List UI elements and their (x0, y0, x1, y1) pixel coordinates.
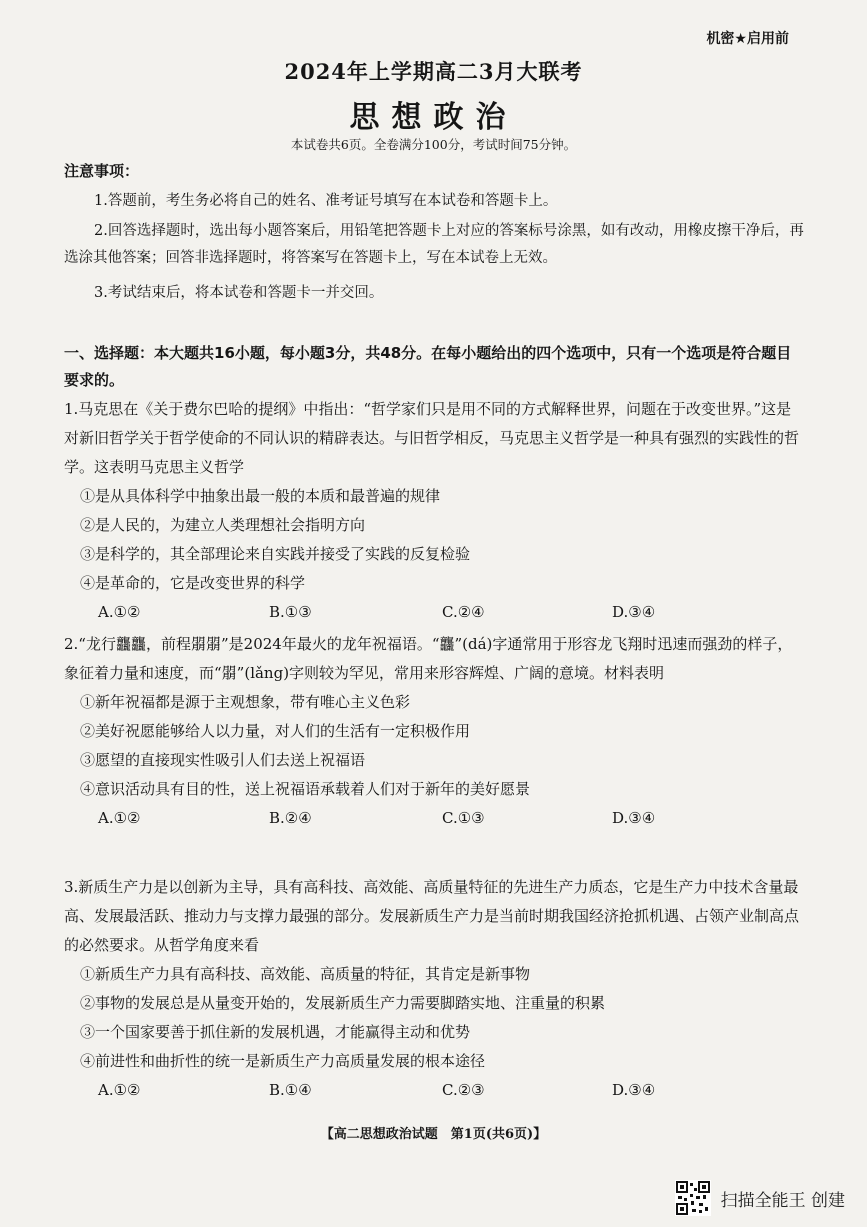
subject-title: 思想政治 (349, 100, 518, 135)
question-stem: 3.新质生产力是以创新为主导，具有高科技、高效能、高质量特征的先进生产力质态，它是生产力中技术含量最高、发展最活跃、推动力与支撑力最强的部分。发展新质生产力是当前时期我国经济抢抓机遇、占领产业制高点的必然要求。从哲学角度来看 (64, 878, 800, 954)
answer-choices (64, 1076, 802, 1105)
exam-meta: 本试卷共6页。全卷满分100分，考试时间75分钟。 (290, 137, 577, 152)
notice-item-2: 2.回答选择题时，选出每小题答案后，用铅笔把答题卡上对应的答案标号涂黑，如有改动，用橡皮擦干净后，再选涂其他答案；回答非选择题时，将答案写在答题卡上，写在本试卷上无效。 (64, 223, 804, 266)
choice-a: A.①② (98, 809, 141, 827)
question-1 (64, 395, 802, 627)
answer-choices (64, 804, 802, 833)
choice-c: C.②③ (442, 1081, 485, 1099)
option-item: ④前进性和曲折性的统一是新质生产力高质量发展的根本途径 (80, 1052, 486, 1070)
option-item: ②事物的发展总是从量变开始的，发展新质生产力需要脚踏实地、注重量的积累 (80, 994, 606, 1012)
answer-choices (64, 598, 802, 627)
choice-d: D.③④ (612, 1081, 656, 1099)
option-item: ③愿望的直接现实性吸引人们去送上祝福语 (80, 751, 366, 769)
choice-b: B.①④ (269, 1081, 312, 1099)
page-footer: 【高二思想政治试题 第1页(共6页)】 (320, 1127, 547, 1142)
question-3 (64, 873, 802, 1105)
option-item: ①新年祝福都是源于主观想象，带有唯心主义色彩 (80, 693, 411, 711)
option-item: ③是科学的，其全部理论来自实践并接受了实践的反复检验 (80, 545, 471, 563)
exam-title: 2024年上学期高二3月大联考 (284, 59, 583, 84)
option-item: ①是从具体科学中抽象出最一般的本质和最普遍的规律 (80, 487, 441, 505)
choice-a: A.①② (98, 1081, 141, 1099)
option-item: ①新质生产力具有高科技、高效能、高质量的特征，其肯定是新事物 (80, 965, 531, 983)
option-item: ③一个国家要善于抓住新的发展机遇，才能赢得主动和优势 (80, 1023, 471, 1041)
question-2 (64, 630, 802, 833)
option-item: ④意识活动具有目的性，送上祝福语承载着人们对于新年的美好愿景 (80, 780, 531, 798)
question-stem: 1.马克思在《关于费尔巴哈的提纲》中指出：“哲学家们只是用不同的方式解释世界，问题在于改变世界。”这是对新旧哲学关于哲学使命的不同认识的精辟表达。与旧哲学相反，马克思主义哲学是一种具有强烈的实践性的哲学。这表明马克思主义哲学 (64, 400, 800, 476)
section-title: 一、选择题：本大题共16小题，每小题3分，共48分。在每小题给出的四个选项中，只有一个选项是符合题目要求的。 (64, 344, 792, 389)
option-item: ④是革命的，它是改变世界的科学 (80, 574, 306, 592)
choice-a: A.①② (98, 603, 141, 621)
notice-item-3: 3.考试结束后，将本试卷和答题卡一并交回。 (94, 285, 384, 301)
choice-b: B.①③ (269, 603, 312, 621)
choice-b: B.②④ (269, 809, 312, 827)
option-item: ②是人民的，为建立人类理想社会指明方向 (80, 516, 366, 534)
choice-c: C.②④ (442, 603, 485, 621)
qr-code-icon (675, 1180, 711, 1216)
question-stem: 2.“龙行龘龘，前程朤朤”是2024年最火的龙年祝福语。“龘”(dá)字通常用于形容龙飞翔时迅速而强劲的样子，象征着力量和速度，而“朤”(lǎng)字则较为罕见，常用来形容辉煌、广阔的意境。材料表明 (64, 635, 793, 682)
notice-item-1: 1.答题前，考生务必将自己的姓名、准考证号填写在本试卷和答题卡上。 (94, 193, 558, 209)
watermark-text: 扫描全能王 创建 (720, 1190, 845, 1211)
choice-c: C.①③ (442, 809, 485, 827)
notice-heading: 注意事项： (64, 162, 140, 180)
choice-d: D.③④ (612, 603, 656, 621)
confidential-label: 机密★启用前 (706, 31, 789, 47)
option-item: ②美好祝愿能够给人以力量，对人们的生活有一定积极作用 (80, 722, 471, 740)
scanner-watermark (675, 1180, 845, 1216)
choice-d: D.③④ (612, 809, 656, 827)
